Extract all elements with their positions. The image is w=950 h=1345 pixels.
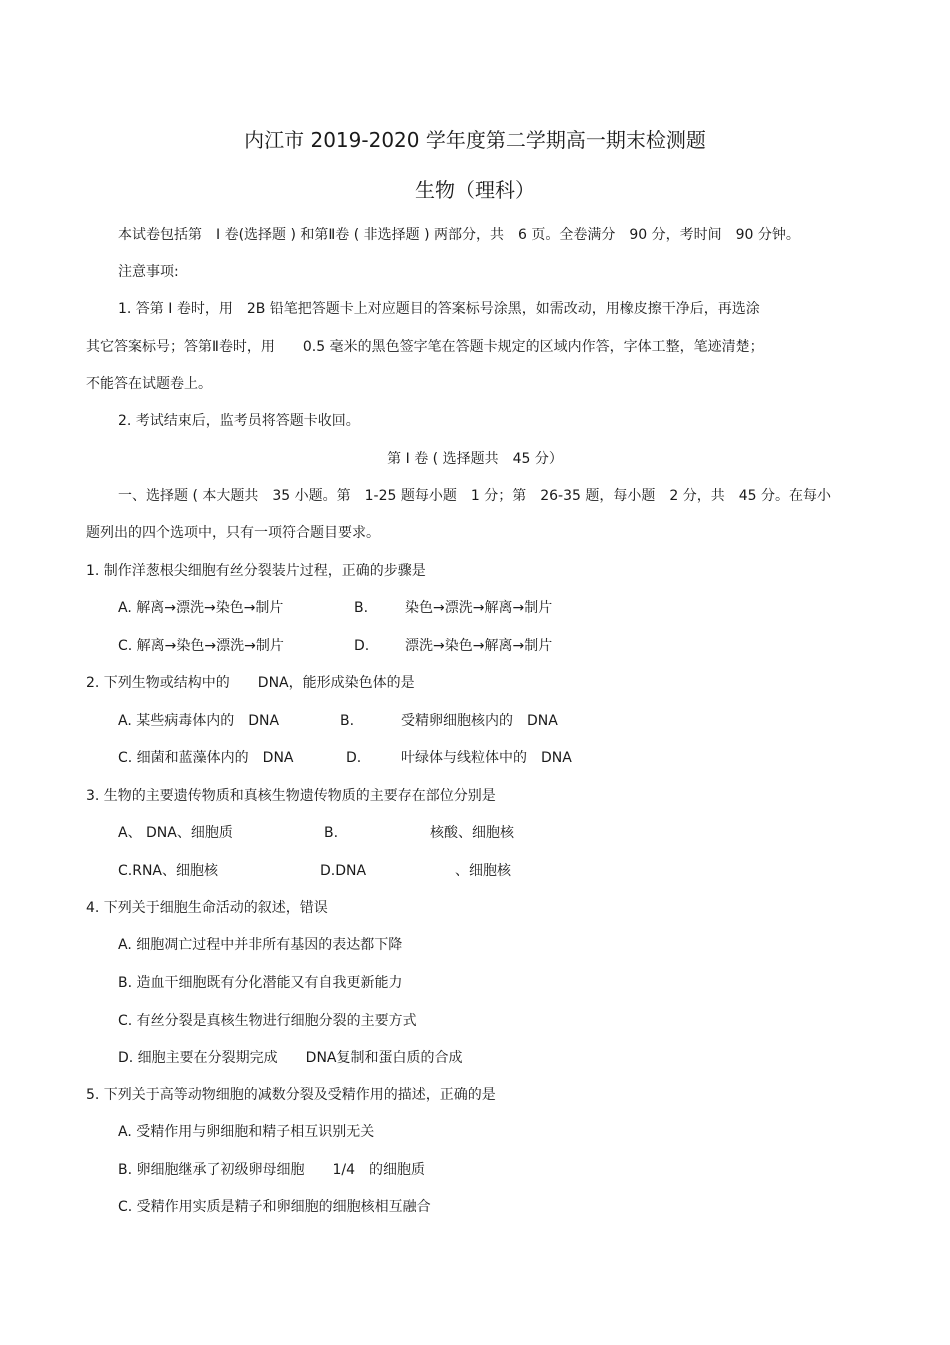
question-4-stem: 4. 下列关于细胞生命活动的叙述，错误	[86, 900, 328, 916]
question-3-option-d-text: 、细胞核	[455, 863, 511, 879]
notice-item-1-line-2: 其它答案标号；答第Ⅱ卷时，用 0.5 毫米的黑色签字笔在答题卡规定的区域内作答，字体工整，笔迹清楚；	[86, 339, 764, 355]
question-4-option-a: A. 细胞凋亡过程中并非所有基因的表达都下降	[118, 937, 403, 953]
section-description-line-2: 题列出的四个选项中，只有一项符合题目要求。	[86, 525, 380, 541]
question-3-option-c: C.RNA、细胞核	[118, 863, 219, 879]
question-2-option-b-text: 受精卵细胞核内的 DNA	[401, 713, 558, 729]
question-3-option-b-text: 核酸、细胞核	[430, 825, 514, 841]
question-3-option-a: A、 DNA、细胞质	[118, 825, 233, 841]
question-5-option-a: A. 受精作用与卵细胞和精子相互识别无关	[118, 1124, 375, 1140]
notice-item-2: 2. 考试结束后，监考员将答题卡收回。	[118, 413, 360, 429]
question-3-option-b-letter: B.	[324, 825, 339, 841]
notice-title: 注意事项:	[118, 264, 179, 280]
question-1-option-b-text: 染色→漂洗→解离→制片	[405, 600, 553, 616]
question-2-stem: 2. 下列生物或结构中的 DNA，能形成染色体的是	[86, 675, 415, 691]
notice-item-1-line-1: 1. 答第 Ⅰ 卷时，用 2B 铅笔把答题卡上对应题目的答案标号涂黑，如需改动，用橡皮擦干净后，再选涂	[118, 301, 760, 317]
question-2-option-d-letter: D.	[346, 750, 362, 766]
question-5-option-b: B. 卵细胞继承了初级卵母细胞 1/4 的细胞质	[118, 1162, 426, 1178]
question-3-option-d-letter: D.DNA	[320, 863, 367, 879]
question-4-option-d: D. 细胞主要在分裂期完成 DNA复制和蛋白质的合成	[118, 1050, 463, 1066]
question-2-option-b-letter: B.	[340, 713, 355, 729]
question-1-option-d-text: 漂洗→染色→解离→制片	[405, 638, 553, 654]
notice-item-1-line-3: 不能答在试题卷上。	[86, 376, 212, 392]
question-2-option-d-text: 叶绿体与线粒体中的 DNA	[401, 750, 572, 766]
question-2-option-c: C. 细菌和蓝藻体内的 DNA	[118, 750, 294, 766]
question-5-stem: 5. 下列关于高等动物细胞的减数分裂及受精作用的描述，正确的是	[86, 1087, 496, 1103]
question-4-option-c: C. 有丝分裂是真核生物进行细胞分裂的主要方式	[118, 1013, 417, 1029]
question-1-option-a: A. 解离→漂洗→染色→制片	[118, 600, 284, 616]
question-1-option-d-letter: D.	[354, 638, 370, 654]
question-4-option-b: B. 造血干细胞既有分化潜能又有自我更新能力	[118, 975, 403, 991]
exam-title: 内江市 2019-2020 学年度第二学期高一期末检测题	[244, 128, 706, 152]
question-2-option-a: A. 某些病毒体内的 DNA	[118, 713, 280, 729]
instructions-intro: 本试卷包括第 Ⅰ 卷(选择题 ) 和第Ⅱ卷 ( 非选择题 ) 两部分，共 6 页。全卷满分 90 分，考时间 90 分钟。	[118, 227, 800, 243]
section-description-line-1: 一、选择题 ( 本大题共 35 小题。第 1-25 题每小题 1 分；第 26-35 题，每小题 2 分，共 45 分。在每小	[118, 488, 831, 504]
question-5-option-c: C. 受精作用实质是精子和卵细胞的细胞核相互融合	[118, 1199, 431, 1215]
question-1-stem: 1. 制作洋葱根尖细胞有丝分裂装片过程，正确的步骤是	[86, 563, 426, 579]
subject-subtitle: 生物（理科）	[415, 178, 535, 202]
question-1-option-c: C. 解离→染色→漂洗→制片	[118, 638, 284, 654]
question-3-stem: 3. 生物的主要遗传物质和真核生物遗传物质的主要存在部位分别是	[86, 788, 496, 804]
question-1-option-b-letter: B.	[354, 600, 369, 616]
section-heading: 第 Ⅰ 卷 ( 选择题共 45 分）	[387, 451, 563, 467]
